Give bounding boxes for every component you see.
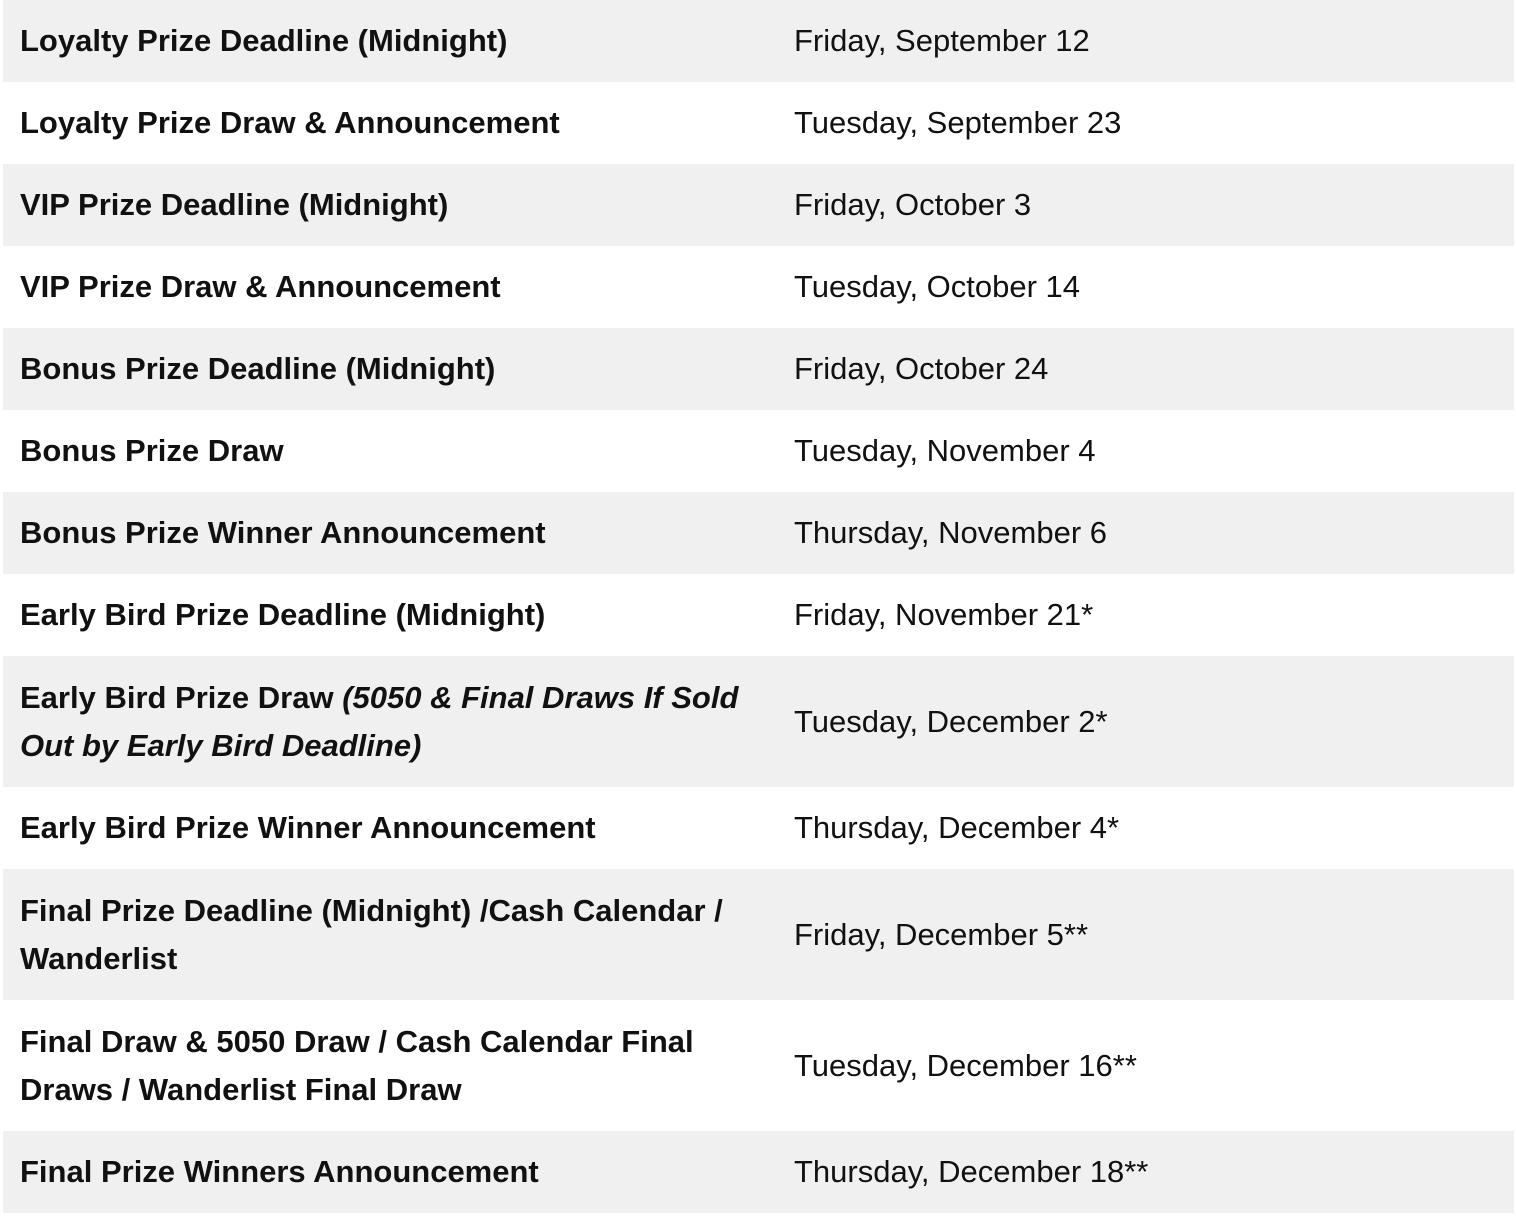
event-date: Thursday, November 6	[794, 515, 1107, 550]
table-row	[3, 492, 1514, 574]
table-row	[3, 656, 1514, 787]
table-row	[3, 246, 1514, 328]
schedule-table	[3, 0, 1514, 1213]
table-row	[3, 1000, 1514, 1131]
event-name: Final Prize Deadline (Midnight) /Cash Calendar / Wanderlist	[20, 892, 723, 976]
event-name: Final Prize Winners Announcement	[20, 1154, 539, 1189]
event-name: Early Bird Prize Draw	[20, 679, 343, 715]
event-date: Thursday, December 18**	[794, 1154, 1149, 1189]
event-name-cell	[3, 656, 757, 787]
event-date: Tuesday, December 2*	[794, 703, 1108, 739]
event-date: Tuesday, November 4	[794, 433, 1096, 468]
event-date: Tuesday, October 14	[794, 269, 1081, 304]
event-date: Thursday, December 4*	[794, 810, 1120, 845]
event-name: Final Draw & 5050 Draw / Cash Calendar Final Draws / Wanderlist Final Draw	[20, 1023, 694, 1107]
table-row	[3, 0, 1514, 82]
table-row	[3, 164, 1514, 246]
event-name: Early Bird Prize Deadline (Midnight)	[20, 597, 546, 632]
event-date: Friday, December 5**	[794, 916, 1089, 952]
event-date: Friday, November 21*	[794, 597, 1094, 632]
event-name: VIP Prize Draw & Announcement	[20, 269, 501, 304]
event-date: Tuesday, September 23	[794, 105, 1122, 140]
event-name: Loyalty Prize Deadline (Midnight)	[20, 23, 508, 58]
event-date: Friday, September 12	[794, 23, 1090, 58]
event-note: (5050 & Final Draws If Sold Out by Early Bird Deadline)	[20, 679, 739, 763]
event-name: Early Bird Prize Winner Announcement	[20, 810, 596, 845]
event-name: Loyalty Prize Draw & Announcement	[20, 105, 560, 140]
table-row	[3, 410, 1514, 492]
event-date: Tuesday, December 16**	[794, 1047, 1137, 1083]
table-row	[3, 574, 1514, 656]
event-name: Bonus Prize Winner Announcement	[20, 515, 546, 550]
event-date: Friday, October 3	[794, 187, 1032, 222]
table-row	[3, 328, 1514, 410]
event-name: Bonus Prize Draw	[20, 433, 284, 468]
event-name: Bonus Prize Deadline (Midnight)	[20, 351, 496, 386]
table-row	[3, 82, 1514, 164]
table-row	[3, 1131, 1514, 1213]
table-row	[3, 869, 1514, 1000]
table-row	[3, 787, 1514, 869]
event-date: Friday, October 24	[794, 351, 1049, 386]
event-name: VIP Prize Deadline (Midnight)	[20, 187, 449, 222]
